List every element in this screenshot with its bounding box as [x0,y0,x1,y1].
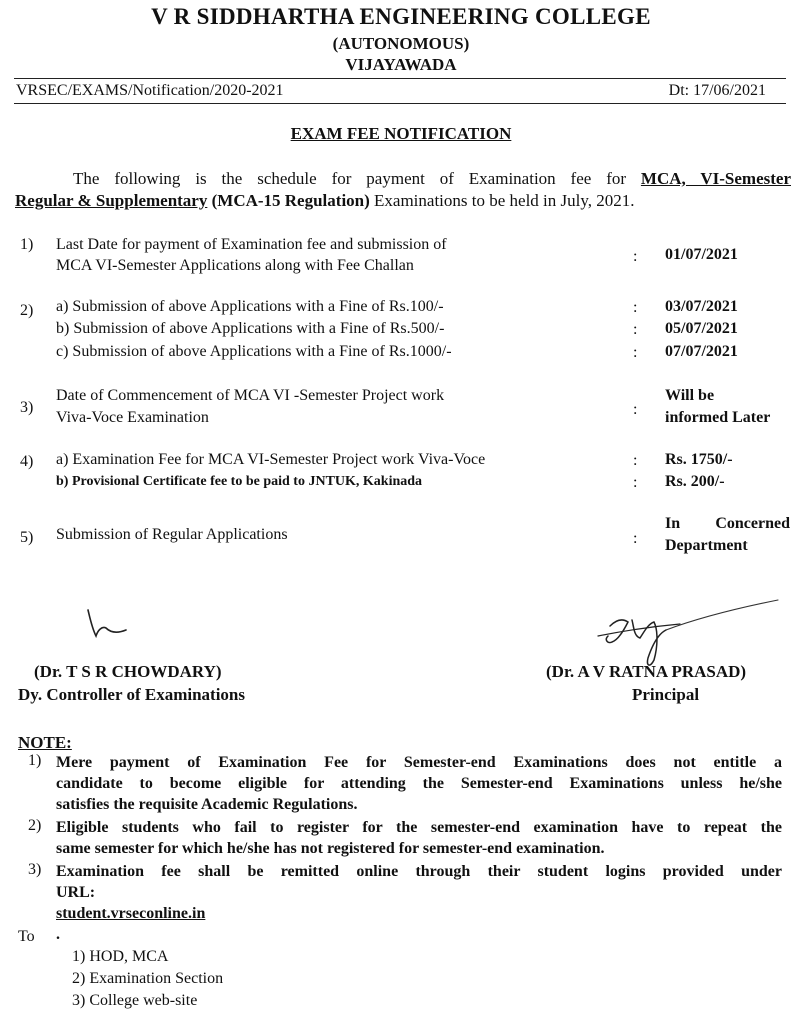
note-3-url-prefix: URL: [56,884,96,901]
schedule-item-2-number: 2) [20,302,34,319]
schedule-item-2a-colon: : [633,299,638,316]
intro-text-3: Examinations to be held in July, 2021. [369,191,635,210]
note-1-line-1: Mere payment of Examination Fee for Semester-end Examinations does not entitle a [56,754,782,771]
notification-date: Dt: 17/06/2021 [668,82,766,99]
schedule-item-1-line-1: Last Date for payment of Examination fee and submission of [56,236,447,253]
schedule-item-1-value: 01/07/2021 [665,246,738,263]
schedule-item-5-value-line-2: Department [665,537,748,554]
controller-signature [80,606,140,646]
header-divider [14,78,786,79]
schedule-item-4b-colon: : [633,474,638,491]
note-1-line-3: satisfies the requisite Academic Regulations. [56,796,358,813]
principal-name: (Dr. A V RATNA PRASAD) [546,662,747,681]
reference-divider [14,103,786,104]
schedule-item-2b-text: b) Submission of above Applications with a Fine of Rs.500/- [56,320,445,337]
reference-number: VRSEC/EXAMS/Notification/2020-2021 [16,82,284,99]
schedule-item-4a-value: Rs. 1750/- [665,451,733,468]
schedule-item-5-text: Submission of Regular Applications [56,526,288,543]
note-1-text [56,752,782,815]
note-1-number: 1) [28,752,42,769]
schedule-item-3-line-2: Viva-Voce Examination [56,409,209,426]
intro-paragraph [15,168,791,212]
note-3-url-suffix: . [56,926,60,943]
note-2-line-2: same semester for which he/she has not registered for semester-end examination. [56,840,605,857]
schedule-item-1-number: 1) [20,236,34,253]
note-1-line-2: candidate to become eligible for attending the Semester-end Examinations unless he/she [56,775,782,792]
intro-exam-type: Regular & Supplementary [15,191,208,210]
schedule-item-4b-text: b) Provisional Certificate fee to be paid to JNTUK, Kakinada [56,474,423,489]
controller-designation: Dy. Controller of Examinations [18,685,245,704]
note-3-line-1: Examination fee shall be remitted online through their student logins provided under [56,863,782,880]
schedule-item-2a-text: a) Submission of above Applications with a Fine of Rs.100/- [56,298,444,315]
intro-text-1: The following is the schedule for payment of Examination fee for [73,169,641,188]
schedule-item-2b-value: 05/07/2021 [665,320,738,337]
note-3-line-2 [56,882,782,945]
intro-course: MCA, VI-Semester [640,169,791,188]
schedule-item-5-number: 5) [20,529,34,546]
distribution-item-3: 3) College web-site [72,992,198,1009]
schedule-item-3-value-line-1: Will be [665,387,715,404]
schedule-item-4-number: 4) [20,453,34,470]
note-3-text [56,861,782,945]
schedule-item-2c-text: c) Submission of above Applications with a Fine of Rs.1000/- [56,343,452,360]
distribution-item-1: 1) HOD, MCA [72,948,169,965]
intro-regulation: (MCA-15 Regulation) [207,191,370,210]
schedule-item-3-colon: : [633,401,638,418]
note-heading: NOTE: [18,733,72,752]
schedule-item-2c-value: 07/07/2021 [665,343,738,360]
distribution-item-2: 2) Examination Section [72,970,224,987]
schedule-item-4b-value: Rs. 200/- [665,473,725,490]
note-2-line-1: Eligible students who fail to register for the semester-end examination have to repeat the [56,819,782,836]
schedule-item-4a-text: a) Examination Fee for MCA VI-Semester Project work Viva-Voce [56,451,486,468]
principal-designation: Principal [632,685,700,704]
note-2-number: 2) [28,817,42,834]
schedule-item-5-colon: : [633,530,638,547]
note-3-number: 3) [28,861,42,878]
distribution-to: To [18,928,35,945]
schedule-item-3-number: 3) [20,399,34,416]
college-city: VIJAYAWADA [345,55,457,74]
note-2-text [56,817,782,859]
college-status: (AUTONOMOUS) [332,34,470,53]
controller-name: (Dr. T S R CHOWDARY) [34,662,222,681]
schedule-item-2a-value: 03/07/2021 [665,298,738,315]
schedule-item-1-colon: : [633,248,638,265]
note-3-url-link[interactable]: student.vrseconline.in [56,905,206,922]
schedule-item-5-value-line-1: In Concerned [665,515,790,532]
schedule-item-1-line-2: MCA VI-Semester Applications along with Fee Challan [56,257,414,274]
college-name: V R SIDDHARTHA ENGINEERING COLLEGE [151,4,651,29]
schedule-item-2c-colon: : [633,344,638,361]
schedule-item-3-value-line-2: informed Later [665,409,771,426]
schedule-item-4a-colon: : [633,452,638,469]
notification-title: EXAM FEE NOTIFICATION [290,124,512,143]
schedule-item-2b-colon: : [633,321,638,338]
schedule-item-3-line-1: Date of Commencement of MCA VI -Semester Project work [56,387,445,404]
